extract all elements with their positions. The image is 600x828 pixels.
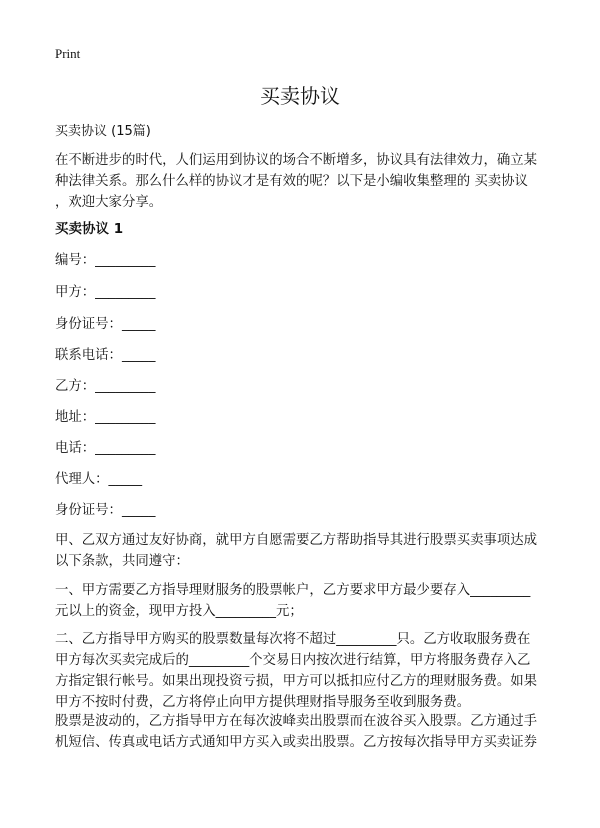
section-heading: 买卖协议 1 — [55, 221, 124, 237]
line: 以下条款，共同遵守： — [55, 554, 189, 569]
field-id-a: 身份证号：_____ — [55, 317, 156, 332]
field-number: 编号：_________ — [55, 253, 156, 268]
line: 方指定银行帐号。如果出现投资亏损，甲方可以抵扣应付乙方的理财服务费。如果 — [55, 674, 538, 689]
intro-paragraph — [55, 150, 537, 213]
line: 一、甲方需要乙方指导理财服务的股票帐户，乙方要求甲方最少要存入_________ — [55, 583, 531, 598]
paragraph — [55, 711, 537, 753]
line: ，欢迎大家分享。 — [55, 195, 163, 210]
page-title: 买卖协议 — [260, 84, 340, 108]
line: 种法律关系。那么什么样的协议才是有效的呢？以下是小编收集整理的 买卖协议 — [55, 174, 528, 189]
field-agent: 代理人：_____ — [55, 472, 143, 487]
line: 在不断进步的时代，人们运用到协议的场合不断增多，协议具有法律效力，确立某 — [55, 153, 538, 168]
line: 二、乙方指导甲方购买的股票数量每次将不超过_________只。乙方收取服务费在 — [55, 632, 531, 647]
print-link[interactable]: Print — [55, 46, 81, 61]
line: 元以上的资金，现甲方投入_________元； — [55, 604, 303, 619]
subtitle: 买卖协议 (15篇) — [55, 124, 151, 139]
line: 甲、乙双方通过友好协商，就甲方自愿需要乙方帮助指导其进行股票买卖事项达成 — [55, 533, 538, 548]
line: 股票是波动的，乙方指导甲方在每次波峰卖出股票而在波谷买入股票。乙方通过手 — [55, 714, 538, 729]
field-id-b: 身份证号：_____ — [55, 503, 156, 518]
paragraph — [55, 530, 537, 572]
paragraph — [55, 580, 530, 622]
line: 甲方每次买卖完成后的_________个交易日内按次进行结算，甲方将服务费存入乙 — [55, 653, 531, 668]
field-party-a: 甲方：_________ — [55, 285, 156, 300]
line: 甲方不按时付费，乙方将停止向甲方提供理财指导服务至收到服务费。 — [55, 695, 471, 710]
line: 机短信、传真或电话方式通知甲方买入或卖出股票。乙方按每次指导甲方买卖证券 — [55, 735, 538, 750]
field-phone-a: 联系电话：_____ — [55, 348, 156, 363]
paragraph — [55, 629, 537, 713]
field-party-b: 乙方：_________ — [55, 379, 156, 394]
field-address: 地址：_________ — [55, 410, 156, 425]
field-phone-b: 电话：_________ — [55, 441, 156, 456]
